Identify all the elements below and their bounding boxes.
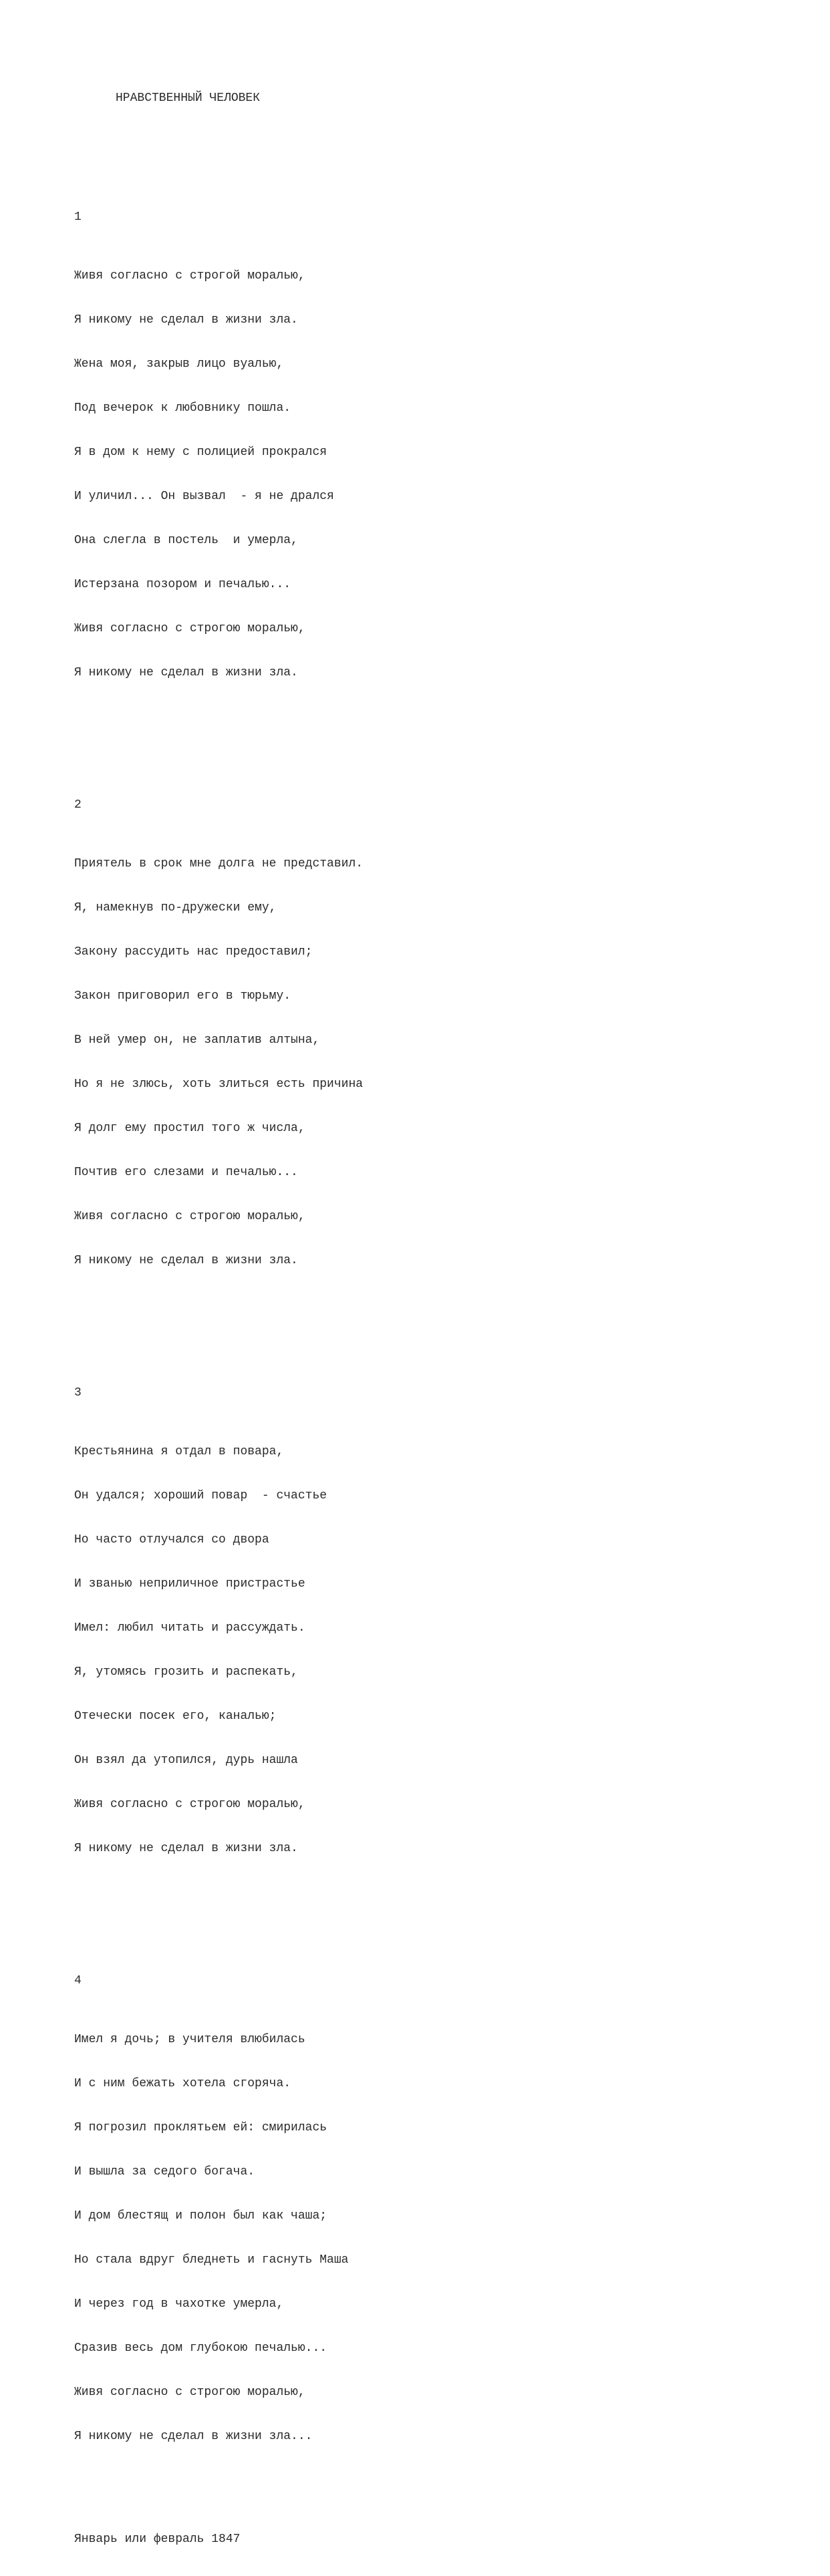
poem-line: И через год в чахотке умерла, xyxy=(74,2297,284,2311)
stanza-number: 4 xyxy=(74,1974,82,1987)
stanza-3 xyxy=(74,1356,363,1885)
poem-line: Живя согласно с строгою моралью, xyxy=(74,1798,305,1811)
poem-body xyxy=(74,151,363,2576)
poem-line: Но стала вдруг бледнеть и гаснуть Маша xyxy=(74,2253,349,2267)
poem-line: Имел я дочь; в учителя влюбилась xyxy=(74,2033,305,2046)
poem-line: Живя согласно с строгой моралью, xyxy=(74,269,305,283)
poem-line: Приятель в срок мне долга не представил. xyxy=(74,857,364,870)
poem-line: В ней умер он, не заплатив алтына, xyxy=(74,1033,320,1047)
poem-date: Январь или февраль 1847 xyxy=(74,2533,241,2546)
stanza-4 xyxy=(74,1944,363,2473)
poem-line: Живя согласно с строгою моралью, xyxy=(74,2386,305,2399)
poem-line: Он взял да утопился, дурь нашла xyxy=(74,1754,298,1767)
poem-line: И званью неприличное пристрастье xyxy=(74,1577,305,1591)
poem-title: НРАВСТВЕННЫЙ ЧЕЛОВЕК xyxy=(116,92,261,105)
poem-line: Закон приговорил его в тюрьму. xyxy=(74,989,291,1003)
poem-line: Живя согласно с строгою моралью, xyxy=(74,622,305,635)
poem-line: Я никому не сделал в жизни зла. xyxy=(74,1842,298,1855)
stanza-number: 2 xyxy=(74,798,82,812)
poem-line: И дом блестящ и полон был как чаша; xyxy=(74,2209,327,2223)
poem-line: Истерзана позором и печалью... xyxy=(74,578,291,591)
poem-line: Но часто отлучался со двора xyxy=(74,1533,269,1547)
poem-line: Я никому не сделал в жизни зла. xyxy=(74,666,298,679)
poem-line: Крестьянина я отдал в повара, xyxy=(74,1445,284,1458)
poem-line: И с ним бежать хотела сгоряча. xyxy=(74,2077,291,2090)
poem-line: И уличил... Он вызвал - я не дрался xyxy=(74,490,334,503)
poem-line: Имел: любил читать и рассуждать. xyxy=(74,1621,305,1635)
stanza-1 xyxy=(74,180,363,709)
poem-line: Я, намекнув по-дружески ему, xyxy=(74,901,277,915)
poem-line: Я никому не сделал в жизни зла... xyxy=(74,2430,313,2443)
poem-line: Я никому не сделал в жизни зла. xyxy=(74,1254,298,1267)
poem-line: Она слегла в постель и умерла, xyxy=(74,534,298,547)
stanza-number: 1 xyxy=(74,210,82,224)
poem-line: Я никому не сделал в жизни зла. xyxy=(74,313,298,327)
poem-line: Я погрозил проклятьем ей: смирилась xyxy=(74,2121,327,2134)
poem-line: Я долг ему простил того ж числа, xyxy=(74,1122,305,1135)
poem-line: Но я не злюсь, хоть злиться есть причина xyxy=(74,1078,364,1091)
poem-line: Отечески посек его, каналью; xyxy=(74,1710,277,1723)
poem-line: Я в дом к нему с полицией прокрался xyxy=(74,446,327,459)
poem-line: Почтив его слезами и печалью... xyxy=(74,1166,298,1179)
poem-line: Я, утомясь грозить и распекать, xyxy=(74,1665,298,1679)
poem-line: Жена моя, закрыв лицо вуалью, xyxy=(74,357,284,371)
stanza-2 xyxy=(74,768,363,1297)
poem-line: Живя согласно с строгою моралью, xyxy=(74,1210,305,1223)
poem-line: Он удался; хороший повар - счастье xyxy=(74,1489,327,1502)
poem-line: Сразив весь дом глубокою печалью... xyxy=(74,2342,327,2355)
stanza-number: 3 xyxy=(74,1386,82,1400)
poem-line: Закону рассудить нас предоставил; xyxy=(74,945,313,959)
poem-line: И вышла за седого богача. xyxy=(74,2165,255,2179)
poem-line: Под вечерок к любовнику пошла. xyxy=(74,401,291,415)
